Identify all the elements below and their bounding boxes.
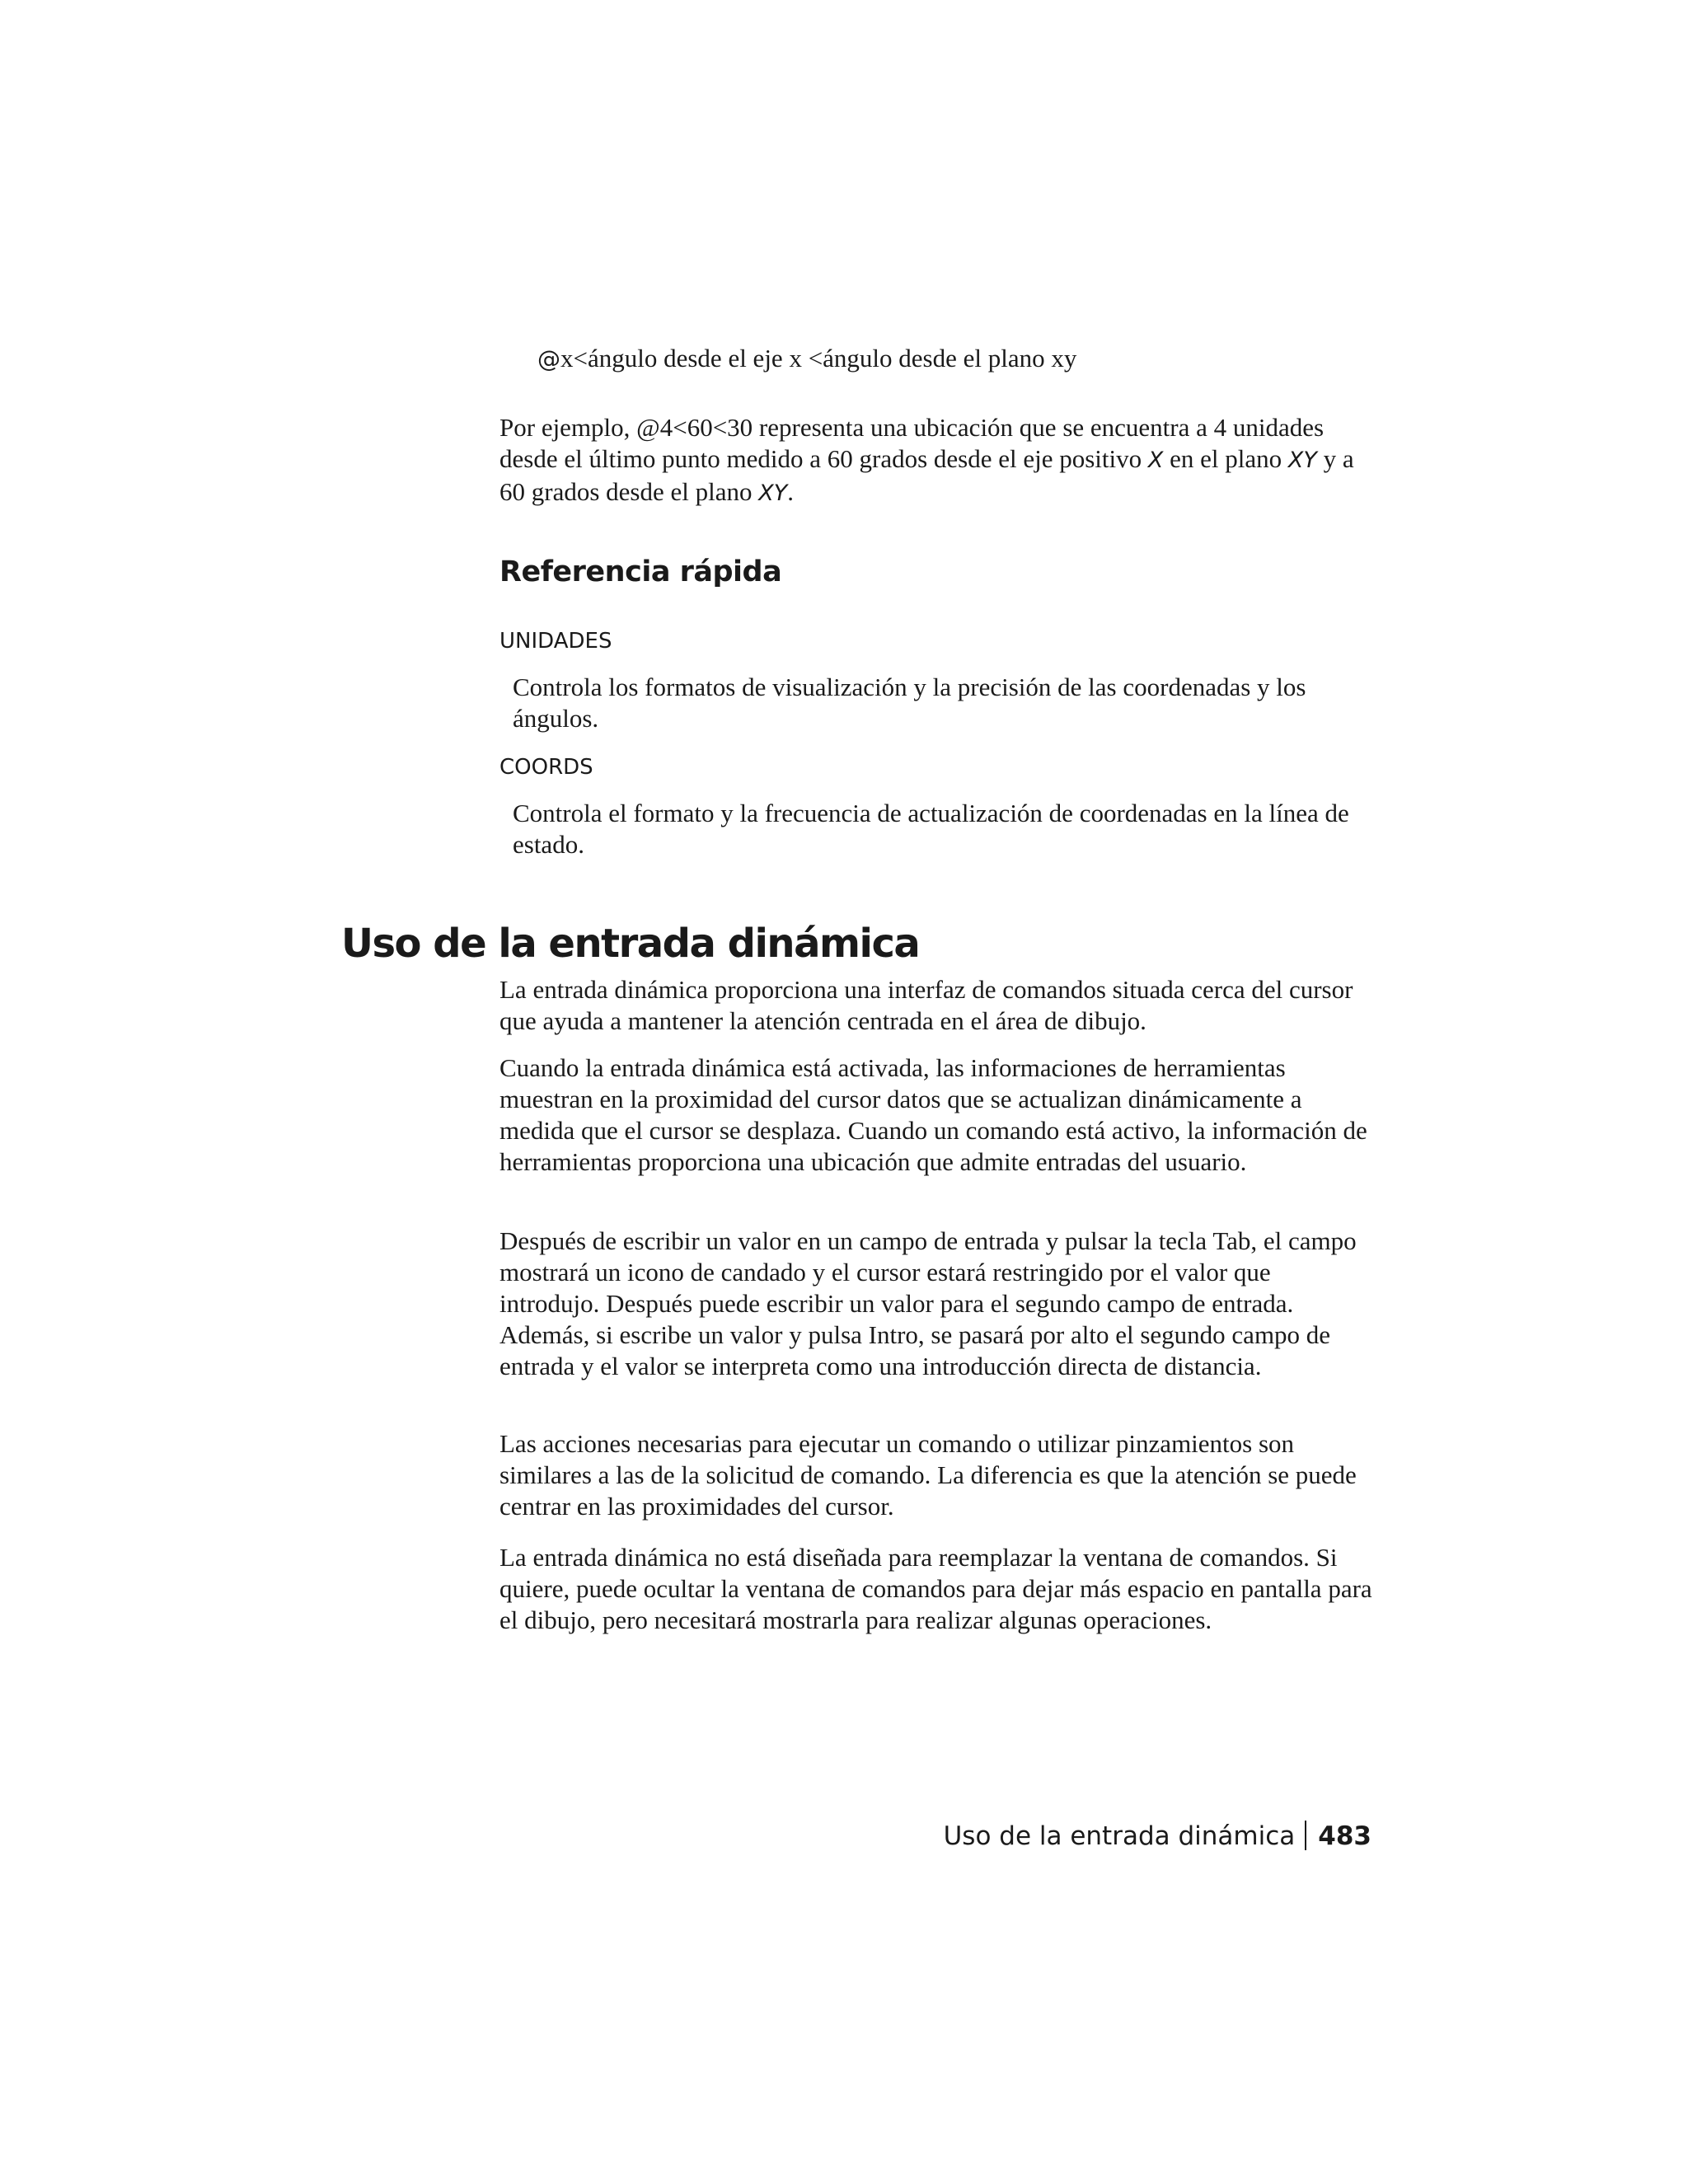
command-name-unidades: UNIDADES <box>499 629 612 654</box>
example-text-4: . <box>787 477 794 506</box>
page-number: 483 <box>1318 1821 1372 1851</box>
syntax-text: x<ángulo desde el eje x <ángulo desde el plano xy <box>560 344 1077 373</box>
body-paragraph: Después de escribir un valor en un campo de entrada y pulsar la tecla Tab, el campo mostrará un icono de candado y el cursor estará restringido por el valor que introdujo. Después puede escribir un valor para el segundo campo de entrada. Además, si escribe un valor y pulsa Intro, se pasará por alto el segundo campo de entrada y el valor se interpreta como una introducción directa de distancia. <box>499 1226 1357 1380</box>
syntax-line <box>537 343 1444 375</box>
example-text-1: Por ejemplo, @4<60<30 representa una ubicación que se encuentra a 4 unidades desde el último punto medido a 60 grados desde el eje positivo <box>499 413 1325 473</box>
page-footer <box>944 1820 1372 1853</box>
axis-x-label: X <box>1147 448 1164 473</box>
section-heading: Uso de la entrada dinámica <box>341 921 920 967</box>
body-paragraph: La entrada dinámica proporciona una interfaz de comandos situada cerca del cursor que ayuda a mantener la atención centrada en el área de dibujo. <box>499 975 1353 1035</box>
axis-xy-label: XY <box>1287 448 1317 473</box>
command-description-unidades: Controla los formatos de visualización y la precisión de las coordenadas y los ángulos. <box>513 673 1306 733</box>
quick-reference-heading: Referencia rápida <box>499 555 782 588</box>
running-title: Uso de la entrada dinámica <box>943 1821 1296 1851</box>
body-paragraph: La entrada dinámica no está diseñada para reemplazar la ventana de comandos. Si quiere, puede ocultar la ventana de comandos para dejar más espacio en pantalla para el dibujo, pero necesitará mostrarla para realizar algunas operaciones. <box>499 1543 1372 1634</box>
example-paragraph <box>499 412 1373 509</box>
footer-divider <box>1305 1821 1306 1850</box>
at-sign: @ <box>537 345 560 373</box>
command-name-coords: COORDS <box>499 755 593 780</box>
body-paragraph: Las acciones necesarias para ejecutar un comando o utilizar pinzamientos son similares a las de la solicitud de comando. La diferencia es que la atención se puede centrar en las proximidades del cursor. <box>499 1429 1357 1521</box>
example-text-2: en el plano <box>1163 444 1288 473</box>
body-paragraph: Cuando la entrada dinámica está activada, las informaciones de herramientas muestran en la proximidad del cursor datos que se actualizan dinámicamente a medida que el cursor se desplaza. Cuando un comando está activo, la información de herramientas proporciona una ubicación que admite entradas del usuario. <box>499 1053 1367 1176</box>
axis-xy-label-2: XY <box>758 480 788 506</box>
example-text-3: y a 60 grados desde el plano <box>499 444 1354 506</box>
command-description-coords: Controla el formato y la frecuencia de actualización de coordenadas en la línea de estado. <box>513 799 1349 859</box>
